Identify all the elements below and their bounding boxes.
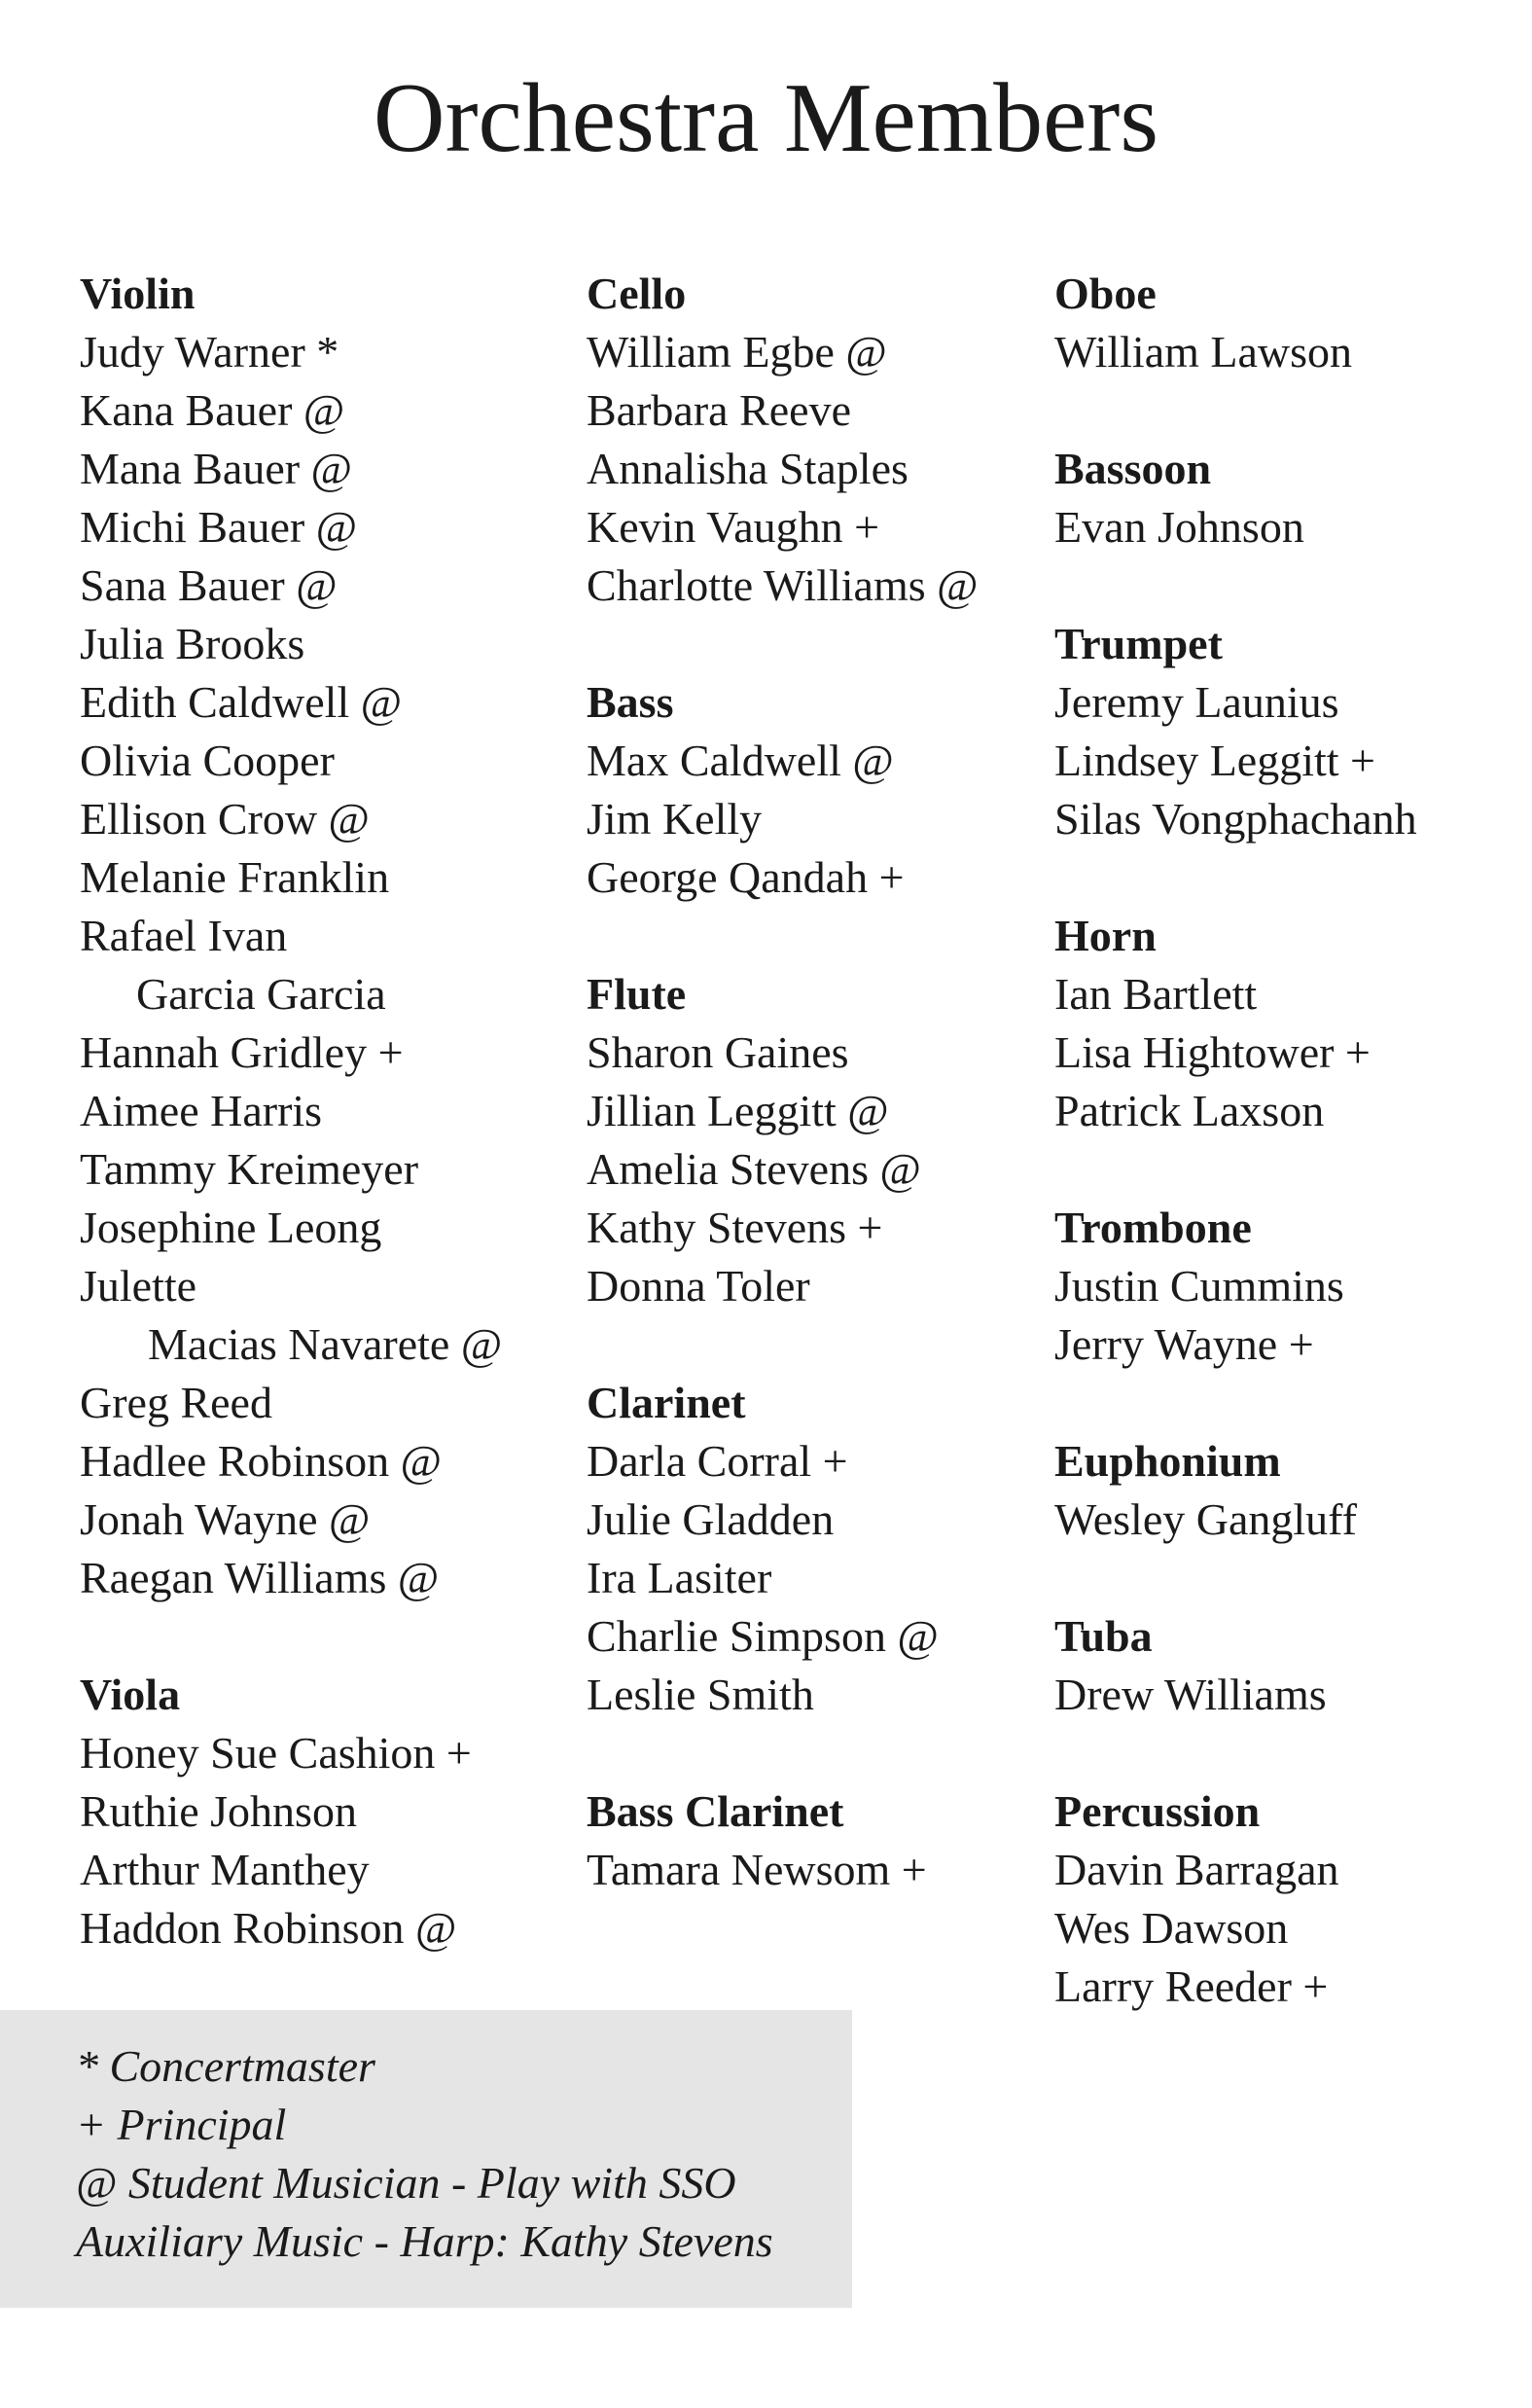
section-bassoon: [1054, 440, 1417, 557]
member-name: Melanie Franklin: [80, 852, 390, 902]
section-heading-bass: Bass: [587, 677, 674, 727]
section-tuba: [1054, 1607, 1417, 1724]
member-name: Kathy Stevens +: [587, 1203, 883, 1252]
member-name: Josephine Leong: [80, 1203, 382, 1252]
member-name: Aimee Harris: [80, 1086, 323, 1135]
member-name: Jillian Leggitt @: [587, 1086, 889, 1135]
member-name: William Egbe @: [587, 327, 887, 377]
member-name: Sharon Gaines: [587, 1027, 849, 1077]
member-name: Hannah Gridley +: [80, 1027, 404, 1077]
section-heading-bass-clarinet: Bass Clarinet: [587, 1786, 844, 1836]
member-name: Ellison Crow @: [80, 794, 370, 844]
member-name: Justin Cummins: [1054, 1261, 1344, 1311]
section-heading-flute: Flute: [587, 969, 687, 1019]
member-name: Annalisha Staples: [587, 444, 909, 493]
member-name: Jerry Wayne +: [1054, 1319, 1314, 1369]
member-name: Judy Warner *: [80, 327, 339, 377]
legend-concertmaster: * Concertmaster: [76, 2041, 375, 2091]
member-name: Max Caldwell @: [587, 736, 894, 785]
member-name: Charlie Simpson @: [587, 1611, 939, 1661]
member-name: Olivia Cooper: [80, 736, 335, 785]
section-heading-clarinet: Clarinet: [587, 1378, 746, 1427]
member-name: William Lawson: [1054, 327, 1353, 377]
section-heading-euphonium: Euphonium: [1054, 1436, 1281, 1486]
member-name: Lindsey Leggitt +: [1054, 736, 1375, 785]
section-trombone: [1054, 1199, 1417, 1374]
section-bass: [587, 673, 979, 907]
section-clarinet: [587, 1374, 979, 1724]
member-name-continuation: Garcia Garcia: [136, 969, 386, 1019]
section-heading-violin: Violin: [80, 269, 196, 318]
member-name: Honey Sue Cashion +: [80, 1728, 472, 1778]
section-violin: [80, 265, 502, 1607]
section-horn: [1054, 907, 1417, 1140]
section-percussion: [1054, 1782, 1417, 2016]
section-heading-percussion: Percussion: [1054, 1786, 1261, 1836]
member-name: Kevin Vaughn +: [587, 502, 880, 552]
column-strings: [80, 265, 502, 2016]
member-name: Ruthie Johnson: [80, 1786, 357, 1836]
member-name: Lisa Hightower +: [1054, 1027, 1371, 1077]
member-name: Greg Reed: [80, 1378, 272, 1427]
member-name: Julia Brooks: [80, 619, 305, 668]
member-name: Jeremy Launius: [1054, 677, 1339, 727]
column-low-strings-woodwinds: [587, 265, 979, 1958]
member-name: Jonah Wayne @: [80, 1494, 371, 1544]
member-name: Silas Vongphachanh: [1054, 794, 1417, 844]
member-name: Tamara Newsom +: [587, 1845, 927, 1894]
section-heading-trombone: Trombone: [1054, 1203, 1252, 1252]
member-name: Hadlee Robinson @: [80, 1436, 442, 1486]
section-trumpet: [1054, 615, 1417, 848]
member-name: Julie Gladden: [587, 1494, 835, 1544]
section-bass-clarinet: [587, 1782, 979, 1899]
column-winds-brass-percussion: [1054, 265, 1417, 2074]
legend-student-musician: @ Student Musician - Play with SSO: [76, 2158, 736, 2208]
member-name: Kana Bauer @: [80, 385, 345, 435]
member-name: Patrick Laxson: [1054, 1086, 1325, 1135]
member-name: Donna Toler: [587, 1261, 810, 1311]
legend-principal: + Principal: [76, 2100, 287, 2149]
section-cello: [587, 265, 979, 615]
member-name: Wes Dawson: [1054, 1903, 1289, 1953]
member-name: George Qandah +: [587, 852, 905, 902]
section-heading-viola: Viola: [80, 1670, 181, 1719]
member-name: Amelia Stevens @: [587, 1144, 921, 1194]
member-name: Charlotte Williams @: [587, 560, 979, 610]
member-name: Sana Bauer @: [80, 560, 338, 610]
member-name: Ian Bartlett: [1054, 969, 1258, 1019]
section-heading-bassoon: Bassoon: [1054, 444, 1212, 493]
member-name-continuation: Macias Navarete @: [148, 1319, 503, 1369]
section-euphonium: [1054, 1432, 1417, 1549]
section-viola: [80, 1666, 502, 1958]
member-name: Drew Williams: [1054, 1670, 1327, 1719]
section-heading-horn: Horn: [1054, 911, 1157, 960]
legend-list: [76, 2037, 773, 2271]
section-heading-trumpet: Trumpet: [1054, 619, 1223, 668]
member-name: Haddon Robinson @: [80, 1903, 457, 1953]
member-name: Michi Bauer @: [80, 502, 358, 552]
member-name: Arthur Manthey: [80, 1845, 370, 1894]
legend-auxiliary-music: Auxiliary Music - Harp: Kathy Stevens: [76, 2216, 773, 2266]
member-name: Larry Reeder +: [1054, 1961, 1329, 2011]
member-name: Rafael Ivan: [80, 911, 288, 960]
member-name: Edith Caldwell @: [80, 677, 403, 727]
page-title: Orchestra Members: [373, 63, 1159, 173]
member-name: Ira Lasiter: [587, 1553, 772, 1602]
member-name: Julette: [80, 1261, 197, 1311]
legend-box: [0, 2010, 852, 2308]
section-heading-oboe: Oboe: [1054, 269, 1157, 318]
member-name: Barbara Reeve: [587, 385, 852, 435]
member-name: Mana Bauer @: [80, 444, 352, 493]
member-name: Tammy Kreimeyer: [80, 1144, 419, 1194]
section-heading-tuba: Tuba: [1054, 1611, 1153, 1661]
section-flute: [587, 965, 979, 1315]
section-oboe: [1054, 265, 1417, 381]
member-name: Jim Kelly: [587, 794, 763, 844]
member-name: Leslie Smith: [587, 1670, 814, 1719]
member-name: Darla Corral +: [587, 1436, 848, 1486]
member-name: Raegan Williams @: [80, 1553, 440, 1602]
member-name: Evan Johnson: [1054, 502, 1304, 552]
section-heading-cello: Cello: [587, 269, 687, 318]
member-name: Davin Barragan: [1054, 1845, 1339, 1894]
member-name: Wesley Gangluff: [1054, 1494, 1357, 1544]
